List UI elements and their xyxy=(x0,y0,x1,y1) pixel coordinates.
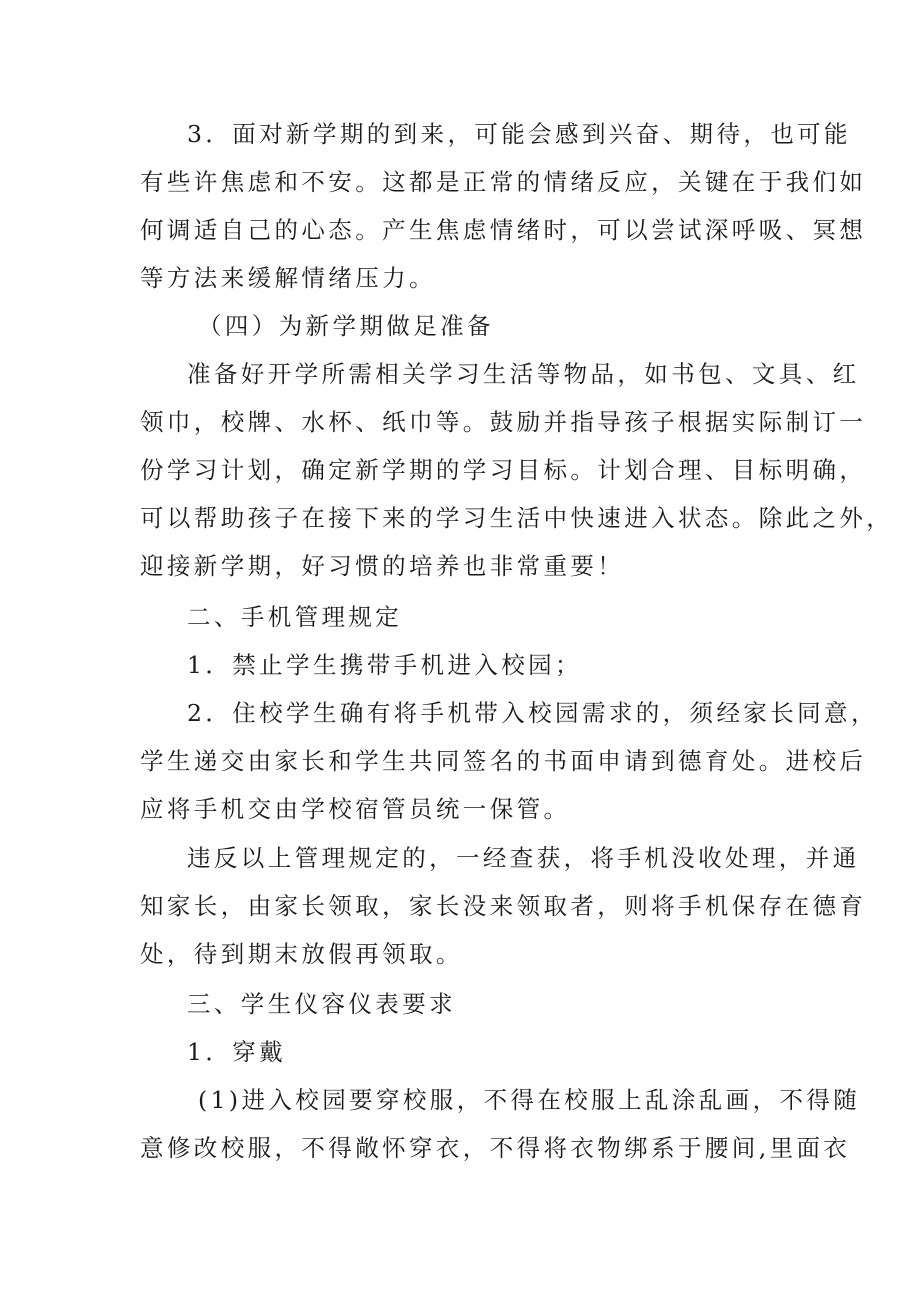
text-line: 意修改校服，不得敞怀穿衣，不得将衣物绑系于腰间,里面衣 xyxy=(140,1134,851,1162)
paragraph-uniform-rules xyxy=(140,1076,861,1172)
text-line: 准备好开学所需相关学习生活等物品，如书包、文具、红 xyxy=(187,360,860,388)
text-line: 1．禁止学生携带手机进入校园； xyxy=(187,651,582,679)
text-line: 3．面对新学期的到来，可能会感到兴奋、期待，也可能 xyxy=(187,120,851,148)
section-heading-appearance xyxy=(140,980,800,1028)
list-item-clothing xyxy=(140,1028,800,1076)
heading-text: 二、手机管理规定 xyxy=(187,603,403,631)
text-line: 违反以上管理规定的，一经查获，将手机没收处理，并通 xyxy=(187,844,860,872)
paragraph-violation xyxy=(140,834,867,978)
list-item-phone-ban xyxy=(140,641,800,689)
text-line: 处，待到期末放假再领取。 xyxy=(140,940,463,968)
text-line: 有些许焦虑和不安。这都是正常的情绪反应，关键在于我们如 xyxy=(140,168,867,196)
text-line: 应将手机交由学校宿管员统一保管。 xyxy=(140,795,571,823)
text-line: 可以帮助孩子在接下来的学习生活中快速进入状态。除此之外， xyxy=(140,504,894,532)
text-line: 等方法来缓解情绪压力。 xyxy=(140,264,436,292)
section-heading-phone-rules xyxy=(140,593,800,641)
text-line: 迎接新学期，好习惯的培养也非常重要！ xyxy=(140,552,625,580)
text-line: 领巾，校牌、水杯、纸巾等。鼓励并指导孩子根据实际制订一 xyxy=(140,408,867,436)
heading-text: 三、学生仪容仪表要求 xyxy=(187,990,456,1018)
text-line: 1．穿戴 xyxy=(187,1038,287,1066)
text-line: 知家长，由家长领取，家长没来领取者，则将手机保存在德育 xyxy=(140,892,867,920)
text-line: 学生递交由家长和学生共同签名的书面申请到德育处。进校后 xyxy=(140,747,867,775)
paragraph-prepare-items xyxy=(140,350,894,590)
section-heading-prepare xyxy=(140,302,800,350)
text-line: 何调适自己的心态。产生焦虑情绪时，可以尝试深呼吸、冥想 xyxy=(140,216,867,244)
text-line: (1)进入校园要穿校服，不得在校服上乱涂乱画，不得随 xyxy=(198,1086,861,1114)
text-line: 份学习计划，确定新学期的学习目标。计划合理、目标明确， xyxy=(140,456,867,484)
list-item-boarding-students xyxy=(140,689,878,833)
heading-text: （四）为新学期做足准备 xyxy=(198,312,494,340)
paragraph-emotion-adjustment xyxy=(140,110,867,302)
text-line: 2．住校学生确有将手机带入校园需求的，须经家长同意， xyxy=(187,699,878,727)
